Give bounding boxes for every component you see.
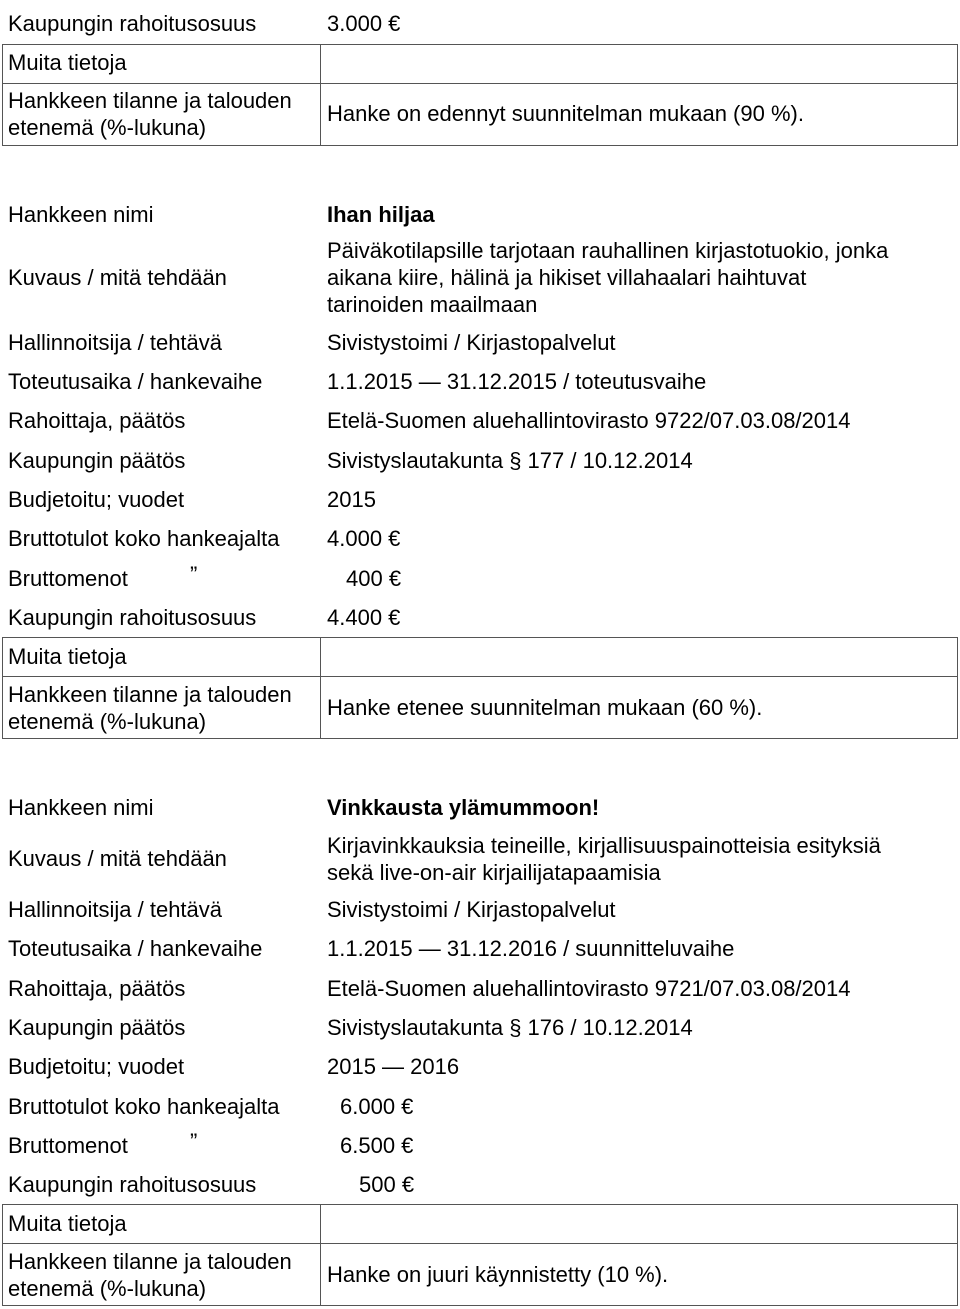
project1-funder-label: Rahoittaja, päätös bbox=[8, 408, 186, 433]
project1-budget-years-value: 2015 bbox=[327, 487, 376, 512]
project1-city-decision-value: Sivistyslautakunta § 177 / 10.12.2014 bbox=[327, 448, 693, 473]
project1-admin-label: Hallinnoitsija / tehtävä bbox=[8, 330, 223, 355]
project2-status-label-line2: etenemä (%-lukuna) bbox=[8, 1276, 207, 1301]
project2-ditto-mark: ” bbox=[190, 1129, 198, 1154]
project1-other-label: Muita tietoja bbox=[8, 644, 127, 669]
status-label-line2: etenemä (%-lukuna) bbox=[8, 115, 207, 140]
project2-city-decision-value: Sivistyslautakunta § 176 / 10.12.2014 bbox=[327, 1015, 693, 1040]
project2-city-decision-label: Kaupungin päätös bbox=[8, 1015, 186, 1040]
project2-status-value: Hanke on juuri käynnistetty (10 %). bbox=[327, 1262, 669, 1287]
project2-time-label: Toteutusaika / hankevaihe bbox=[8, 936, 263, 961]
project1-ditto-mark: ” bbox=[190, 562, 198, 587]
project2-footer-divider bbox=[320, 1204, 321, 1306]
project1-city-share-value: 4.400 € bbox=[327, 605, 401, 630]
top-table-row-line bbox=[2, 83, 958, 84]
project2-other-label: Muita tietoja bbox=[8, 1211, 127, 1236]
project1-city-decision-label: Kaupungin päätös bbox=[8, 448, 186, 473]
project1-gross-income-label: Bruttotulot koko hankeajalta bbox=[8, 526, 280, 551]
status-label-line1: Hankkeen tilanne ja talouden bbox=[8, 88, 292, 113]
project2-footer-row-line bbox=[2, 1243, 958, 1244]
project2-budget-years-label: Budjetoitu; vuodet bbox=[8, 1054, 185, 1079]
project1-time-value: 1.1.2015 — 31.12.2015 / toteutusvaihe bbox=[327, 369, 707, 394]
project2-desc-line2: sekä live-on-air kirjailijatapaamisia bbox=[327, 860, 661, 885]
project2-name-label: Hankkeen nimi bbox=[8, 795, 154, 820]
project2-funder-value: Etelä-Suomen aluehallintovirasto 9721/07.03.08/2014 bbox=[327, 976, 851, 1001]
project1-gross-expense-value: 400 € bbox=[346, 566, 402, 591]
top-table-divider bbox=[320, 44, 321, 146]
project2-admin-value: Sivistystoimi / Kirjastopalvelut bbox=[327, 897, 616, 922]
project2-city-share-value: 500 € bbox=[359, 1172, 415, 1197]
project1-desc-line3: tarinoiden maailmaan bbox=[327, 292, 538, 317]
project2-status-label-line1: Hankkeen tilanne ja talouden bbox=[8, 1249, 292, 1274]
project1-desc-line1: Päiväkotilapsille tarjotaan rauhallinen kirjastotuokio, jonka bbox=[327, 238, 889, 263]
project2-funder-label: Rahoittaja, päätös bbox=[8, 976, 186, 1001]
project1-funder-value: Etelä-Suomen aluehallintovirasto 9722/07.03.08/2014 bbox=[327, 408, 851, 433]
project2-admin-label: Hallinnoitsija / tehtävä bbox=[8, 897, 223, 922]
project2-desc-line1: Kirjavinkkauksia teineille, kirjallisuuspainotteisia esityksiä bbox=[327, 833, 881, 858]
other-info-label: Muita tietoja bbox=[8, 50, 127, 75]
city-funding-value: 3.000 € bbox=[327, 11, 401, 36]
project1-budget-years-label: Budjetoitu; vuodet bbox=[8, 487, 185, 512]
project1-footer-row-line bbox=[2, 676, 958, 677]
status-value: Hanke on edennyt suunnitelman mukaan (90 %). bbox=[327, 101, 804, 126]
project2-budget-years-value: 2015 — 2016 bbox=[327, 1054, 460, 1079]
city-funding-label: Kaupungin rahoitusosuus bbox=[8, 11, 257, 36]
project1-admin-value: Sivistystoimi / Kirjastopalvelut bbox=[327, 330, 616, 355]
project2-name-value: Vinkkausta ylämummoon! bbox=[327, 795, 600, 820]
project2-gross-expense-value: 6.500 € bbox=[340, 1133, 414, 1158]
project2-gross-income-label: Bruttotulot koko hankeajalta bbox=[8, 1094, 280, 1119]
project1-name-value: Ihan hiljaa bbox=[327, 202, 435, 227]
project1-desc-line2: aikana kiire, hälinä ja hikiset villahaalari haihtuvat bbox=[327, 265, 807, 290]
project1-status-label-line1: Hankkeen tilanne ja talouden bbox=[8, 682, 292, 707]
project1-status-label-line2: etenemä (%-lukuna) bbox=[8, 709, 207, 734]
project1-desc-label: Kuvaus / mitä tehdään bbox=[8, 265, 227, 290]
project1-status-value: Hanke etenee suunnitelman mukaan (60 %). bbox=[327, 695, 763, 720]
project1-gross-income-value: 4.000 € bbox=[327, 526, 401, 551]
project2-time-value: 1.1.2015 — 31.12.2016 / suunnitteluvaihe bbox=[327, 936, 735, 961]
project2-gross-expense-label: Bruttomenot bbox=[8, 1133, 128, 1158]
project2-city-share-label: Kaupungin rahoitusosuus bbox=[8, 1172, 257, 1197]
project1-gross-expense-label: Bruttomenot bbox=[8, 566, 128, 591]
project1-footer-divider bbox=[320, 637, 321, 739]
project2-gross-income-value: 6.000 € bbox=[340, 1094, 414, 1119]
project1-city-share-label: Kaupungin rahoitusosuus bbox=[8, 605, 257, 630]
project1-time-label: Toteutusaika / hankevaihe bbox=[8, 369, 263, 394]
project1-name-label: Hankkeen nimi bbox=[8, 202, 154, 227]
project2-desc-label: Kuvaus / mitä tehdään bbox=[8, 846, 227, 871]
